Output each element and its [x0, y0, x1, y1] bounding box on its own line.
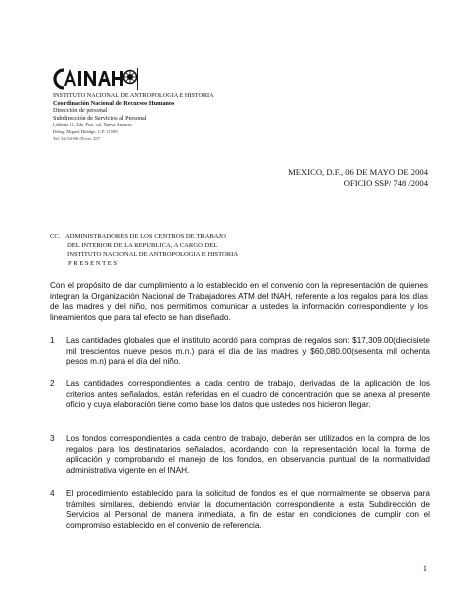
date-block: [288, 167, 428, 189]
coordination-name: Coordinación Nacional de Recursos Humanos: [53, 99, 175, 107]
subdirection-name: Subdirección de Servicios al Personal: [53, 114, 147, 122]
institute-name: INSTITUTO NACIONAL DE ANTROPOLOGIA E HISTORIA: [53, 92, 214, 99]
list-item: [50, 489, 430, 531]
inah-logo: [52, 66, 138, 92]
list-item: [50, 434, 430, 476]
inah-logo-graphic: [52, 66, 138, 92]
address-line-2: Deleg. Miguel Hidalgo, C.P. 11590: [53, 128, 118, 134]
addressee-block: [50, 233, 238, 269]
addressee-line-1: ADMINISTRADORES DE LOS CENTROS DE TRABAJO: [65, 233, 226, 240]
item-number: 1: [50, 336, 55, 345]
letter-date: MEXICO, D.F., 06 DE MAYO DE 2004: [288, 167, 428, 177]
phone-line: Tel. 52-54-06-35 ext. 257: [53, 135, 101, 141]
list-item: [50, 379, 430, 411]
page-number: 1: [422, 563, 427, 573]
item-number: 4: [50, 489, 55, 498]
addressee-line-2: DEL INTERIOR DE LA REPUBLICA, A CARGO DEL: [67, 241, 218, 249]
list-item: [50, 336, 430, 368]
office-number: OFICIO SSP/ 748 /2004: [343, 178, 428, 188]
item-text: Las cantidades correspondientes a cada centro de trabajo, derivadas de la aplicación de los criterios antes señalados, están referidas en el cuadro de concentración que se anexa al presente oficio y cuya elaboración tiene como base los datos que ustedes nos hicieron llegar.: [66, 379, 430, 409]
item-number: 2: [50, 379, 55, 388]
addressee-line-4: PRESENTES: [68, 259, 119, 267]
item-number: 3: [50, 434, 55, 443]
item-text: Las cantidades globales que el instituto acordó para compras de regalos son: $17,309.00(diecisiete mil trescientos nueve pesos m.n.) para el día de las madres y $60,080.00(sesenta mil ochenta pesos m.n) para el día del niño.: [66, 336, 430, 366]
item-text: El procedimiento establecido para la solicitud de fondos es el que normalmente se observa para trámites similares, debiendo enviar la documentación correspondiente a esta Subdirección de Servicios al Personal de manera inmediata, a fin de estar en condiciones de cumplir con el compromiso establecido en el convenio de referencia.: [66, 489, 430, 530]
intro-paragraph: Con el propósito de dar cumplimiento a lo establecido en el convenio con la representación de quienes integran la Organización Nacional de Trabajadores ATM del INAH, referente a los regalos para los días de las madres y del niño, nos permitimos comunicar a ustedes la información correspondiente y los lineamientos que para tal efecto se han diseñado.: [50, 281, 428, 322]
letterhead-block: [53, 92, 313, 142]
addressee-label: CC.: [50, 233, 61, 240]
direction-name: Dirección de personal: [53, 107, 108, 115]
addressee-line-3: INSTITUTO NACIONAL DE ANTROPOLOGIA E HISTORIA: [67, 250, 239, 258]
address-line-1: Leibnitz 11, 2do. Piso, col. Nueva Anzures: [53, 122, 132, 128]
item-text: Los fondos correspondientes a cada centro de trabajo, deberán ser utilizados en la compra de los regalos para los destinatarios señalados, acordando con la representación local la forma de aplicación y comprobando el manejo de los fondos, en observancia puntual de la normatividad administrativa vigente en el INAH.: [66, 434, 430, 475]
